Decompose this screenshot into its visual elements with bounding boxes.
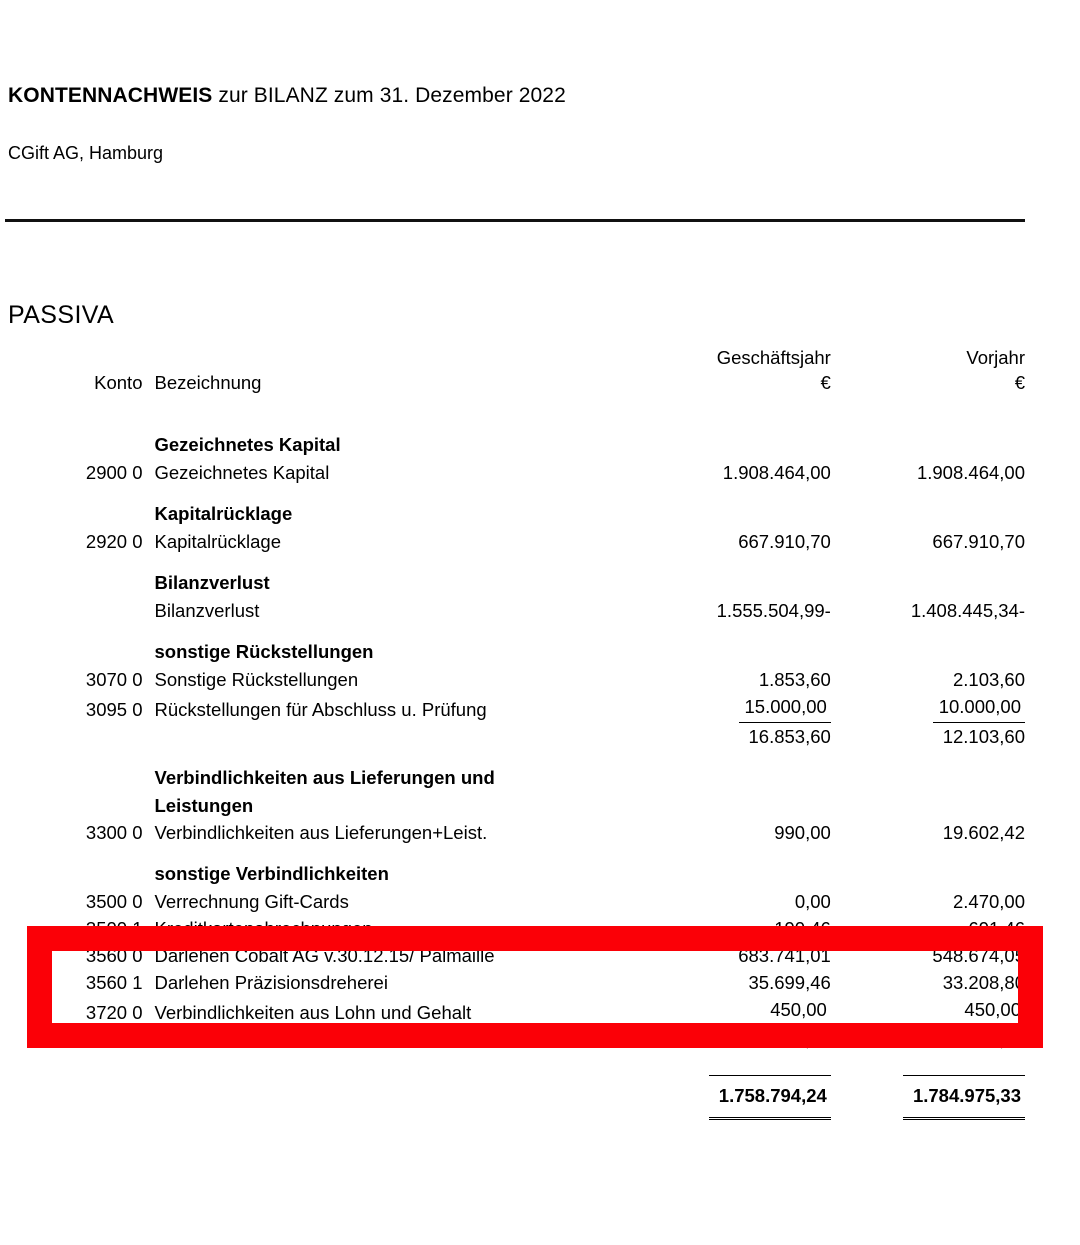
table-header-row bbox=[0, 370, 1040, 395]
row-prior-year-value bbox=[836, 693, 1040, 723]
group-prior bbox=[836, 430, 1040, 459]
group-heading-row bbox=[0, 763, 1040, 792]
header-bezeichnung: Bezeichnung bbox=[154, 372, 262, 393]
table-rows-body bbox=[0, 417, 1040, 1053]
group-current bbox=[646, 499, 836, 528]
header-divider bbox=[5, 219, 1025, 222]
group-label: Gezeichnetes Kapital bbox=[154, 434, 341, 455]
row-prior-year-value: 12.103,60 bbox=[942, 726, 1025, 747]
row-prior-year-value bbox=[836, 996, 1040, 1026]
row-current-year-value: 990,00 bbox=[774, 822, 831, 843]
row-label: Gezeichnetes Kapital bbox=[154, 462, 330, 483]
row-konto: 3095 0 bbox=[85, 699, 143, 720]
grand-total-label bbox=[155, 1075, 647, 1120]
row-current-year-value: 1.908.464,00 bbox=[722, 462, 831, 483]
group-current bbox=[646, 637, 836, 666]
row-konto bbox=[0, 597, 155, 624]
grand-total-row bbox=[0, 1075, 1040, 1120]
row-konto: 3500 1 bbox=[85, 918, 143, 939]
group-prior bbox=[836, 568, 1040, 597]
header-konto: Konto bbox=[94, 372, 143, 393]
group-spacer-cell bbox=[0, 486, 1040, 499]
group-label: Bilanzverlust bbox=[154, 572, 270, 593]
row-prior-year-value: 548.674,05 bbox=[932, 945, 1025, 966]
row-current-underlined: 450,00 bbox=[764, 996, 831, 1026]
table-row bbox=[0, 888, 1040, 915]
row-current-year-value: 0,00 bbox=[794, 891, 831, 912]
row-prior-year-value: 1.408.445,34- bbox=[910, 600, 1025, 621]
row-konto: 3070 0 bbox=[85, 669, 143, 690]
header-spacer-2 bbox=[155, 345, 647, 370]
row-konto: 3500 0 bbox=[85, 891, 143, 912]
group-spacer-cell bbox=[0, 555, 1040, 568]
group-label: sonstige Verbindlichkeiten bbox=[154, 863, 389, 884]
header-prior-year: Vorjahr bbox=[966, 347, 1025, 368]
row-prior-year-value: 19.602,42 bbox=[942, 822, 1025, 843]
group-label: Verbindlichkeiten aus Lieferungen und bbox=[154, 767, 495, 788]
row-label: Darlehen Cobalt AG v.30.12.15/ Palmaille bbox=[154, 945, 495, 966]
table-row bbox=[0, 693, 1040, 723]
row-prior-year-value: 585.359,93 bbox=[932, 1029, 1025, 1050]
table-row bbox=[0, 819, 1040, 846]
row-konto: 3560 1 bbox=[85, 972, 143, 993]
group-heading-row bbox=[0, 637, 1040, 666]
group-label: Kapitalrücklage bbox=[154, 503, 293, 524]
group-prior bbox=[836, 499, 1040, 528]
group-spacer-cell bbox=[0, 846, 1040, 859]
group-konto bbox=[0, 637, 155, 666]
row-label bbox=[155, 1026, 647, 1053]
page-title bbox=[8, 84, 566, 108]
group-heading-row bbox=[0, 792, 1040, 819]
row-prior-year-value: 2.103,60 bbox=[952, 669, 1025, 690]
group-spacer-cell bbox=[0, 624, 1040, 637]
group-current bbox=[646, 763, 836, 792]
row-konto: 3720 0 bbox=[85, 1002, 143, 1023]
row-konto: 2900 0 bbox=[85, 462, 143, 483]
group-konto bbox=[0, 499, 155, 528]
group-konto bbox=[0, 763, 155, 792]
header-prior-year-unit: € bbox=[1014, 372, 1025, 393]
row-prior-underlined: 450,00 bbox=[958, 996, 1025, 1026]
accounts-table bbox=[0, 345, 1040, 1120]
total-spacer-row bbox=[0, 1053, 1040, 1075]
page-title-rest: zur BILANZ zum 31. Dezember 2022 bbox=[212, 84, 566, 107]
header-current-year-unit: € bbox=[820, 372, 831, 393]
group-spacer-row bbox=[0, 417, 1040, 430]
group-konto bbox=[0, 792, 155, 819]
row-konto: 3560 0 bbox=[85, 945, 143, 966]
group-spacer-cell bbox=[0, 417, 1040, 430]
row-konto: 3300 0 bbox=[85, 822, 143, 843]
group-current bbox=[646, 568, 836, 597]
group-label: Leistungen bbox=[154, 795, 254, 816]
spacer-cell bbox=[0, 395, 1040, 417]
group-konto bbox=[0, 568, 155, 597]
group-spacer-row bbox=[0, 555, 1040, 568]
row-label: Kapitalrücklage bbox=[154, 531, 281, 552]
table-body bbox=[0, 345, 1040, 417]
row-current-year-value: 190,46 bbox=[774, 918, 831, 939]
group-spacer-row bbox=[0, 486, 1040, 499]
row-label: Verrechnung Gift-Cards bbox=[154, 891, 349, 912]
header-current-year: Geschäftsjahr bbox=[716, 347, 831, 368]
row-prior-year-value: 1.908.464,00 bbox=[916, 462, 1025, 483]
row-konto bbox=[0, 1026, 155, 1053]
group-prior bbox=[836, 859, 1040, 888]
grand-total-prior-value: 1.784.975,33 bbox=[903, 1075, 1025, 1120]
row-konto bbox=[0, 723, 155, 750]
group-konto bbox=[0, 430, 155, 459]
row-current-year-value: 1.853,60 bbox=[758, 669, 831, 690]
table-header-units-row bbox=[0, 345, 1040, 370]
table-row bbox=[0, 666, 1040, 693]
group-spacer-row bbox=[0, 750, 1040, 763]
group-heading-row bbox=[0, 859, 1040, 888]
grand-total-current bbox=[646, 1075, 836, 1120]
row-label: Verbindlichkeiten aus Lohn und Gehalt bbox=[154, 1002, 472, 1023]
row-prior-year-value: 2.470,00 bbox=[952, 891, 1025, 912]
row-konto: 2920 0 bbox=[85, 531, 143, 552]
row-current-year-value: 16.853,60 bbox=[748, 726, 831, 747]
row-current-year-value bbox=[646, 693, 836, 723]
group-current bbox=[646, 859, 836, 888]
group-current bbox=[646, 792, 836, 819]
group-current bbox=[646, 430, 836, 459]
group-prior bbox=[836, 792, 1040, 819]
row-current-year-value: 683.741,01 bbox=[738, 945, 831, 966]
row-prior-year-value: 691,46 bbox=[968, 918, 1025, 939]
row-current-year-value: 667.910,70 bbox=[738, 531, 831, 552]
group-konto bbox=[0, 859, 155, 888]
table-row bbox=[0, 969, 1040, 996]
group-label: sonstige Rückstellungen bbox=[154, 641, 374, 662]
group-prior bbox=[836, 637, 1040, 666]
subtotal-row bbox=[0, 723, 1040, 750]
row-label: Verbindlichkeiten aus Lieferungen+Leist. bbox=[154, 822, 488, 843]
group-heading-row bbox=[0, 430, 1040, 459]
section-heading: PASSIVA bbox=[8, 301, 115, 329]
row-label: Kreditkartenabrechnungen bbox=[154, 918, 373, 939]
grand-total-konto bbox=[0, 1075, 155, 1120]
table-row bbox=[0, 597, 1040, 624]
header-spacer-1 bbox=[0, 345, 155, 370]
group-heading-row bbox=[0, 568, 1040, 597]
group-spacer-row bbox=[0, 846, 1040, 859]
page-title-bold: KONTENNACHWEIS bbox=[8, 84, 213, 107]
row-label bbox=[155, 723, 647, 750]
grand-total-prior bbox=[836, 1075, 1040, 1120]
row-label: Rückstellungen für Abschluss u. Prüfung bbox=[154, 699, 487, 720]
group-spacer-row bbox=[0, 624, 1040, 637]
total-spacer-cell bbox=[0, 1053, 1040, 1075]
row-label: Bilanzverlust bbox=[154, 600, 260, 621]
group-spacer-cell bbox=[0, 750, 1040, 763]
spacer-row bbox=[0, 395, 1040, 417]
table-row bbox=[0, 459, 1040, 486]
row-prior-year-value: 667.910,70 bbox=[932, 531, 1025, 552]
group-prior bbox=[836, 763, 1040, 792]
row-current-year-value: 720.080,93 bbox=[738, 1029, 831, 1050]
row-prior-year-value: 33.208,80 bbox=[942, 972, 1025, 993]
table-row bbox=[0, 996, 1040, 1026]
table-row bbox=[0, 915, 1040, 942]
table-row bbox=[0, 942, 1040, 969]
group-heading-row bbox=[0, 499, 1040, 528]
row-prior-underlined: 10.000,00 bbox=[933, 693, 1025, 723]
company-name: CGift AG, Hamburg bbox=[8, 143, 164, 163]
row-current-year-value bbox=[646, 996, 836, 1026]
row-current-year-value: 35.699,46 bbox=[748, 972, 831, 993]
table-total-body bbox=[0, 1053, 1040, 1120]
table-row bbox=[0, 528, 1040, 555]
row-current-year-value: 1.555.504,99- bbox=[716, 600, 831, 621]
subtotal-row bbox=[0, 1026, 1040, 1053]
row-label: Sonstige Rückstellungen bbox=[154, 669, 359, 690]
row-current-underlined: 15.000,00 bbox=[739, 693, 831, 723]
grand-total-current-value: 1.758.794,24 bbox=[709, 1075, 831, 1120]
row-label: Darlehen Präzisionsdreherei bbox=[154, 972, 388, 993]
